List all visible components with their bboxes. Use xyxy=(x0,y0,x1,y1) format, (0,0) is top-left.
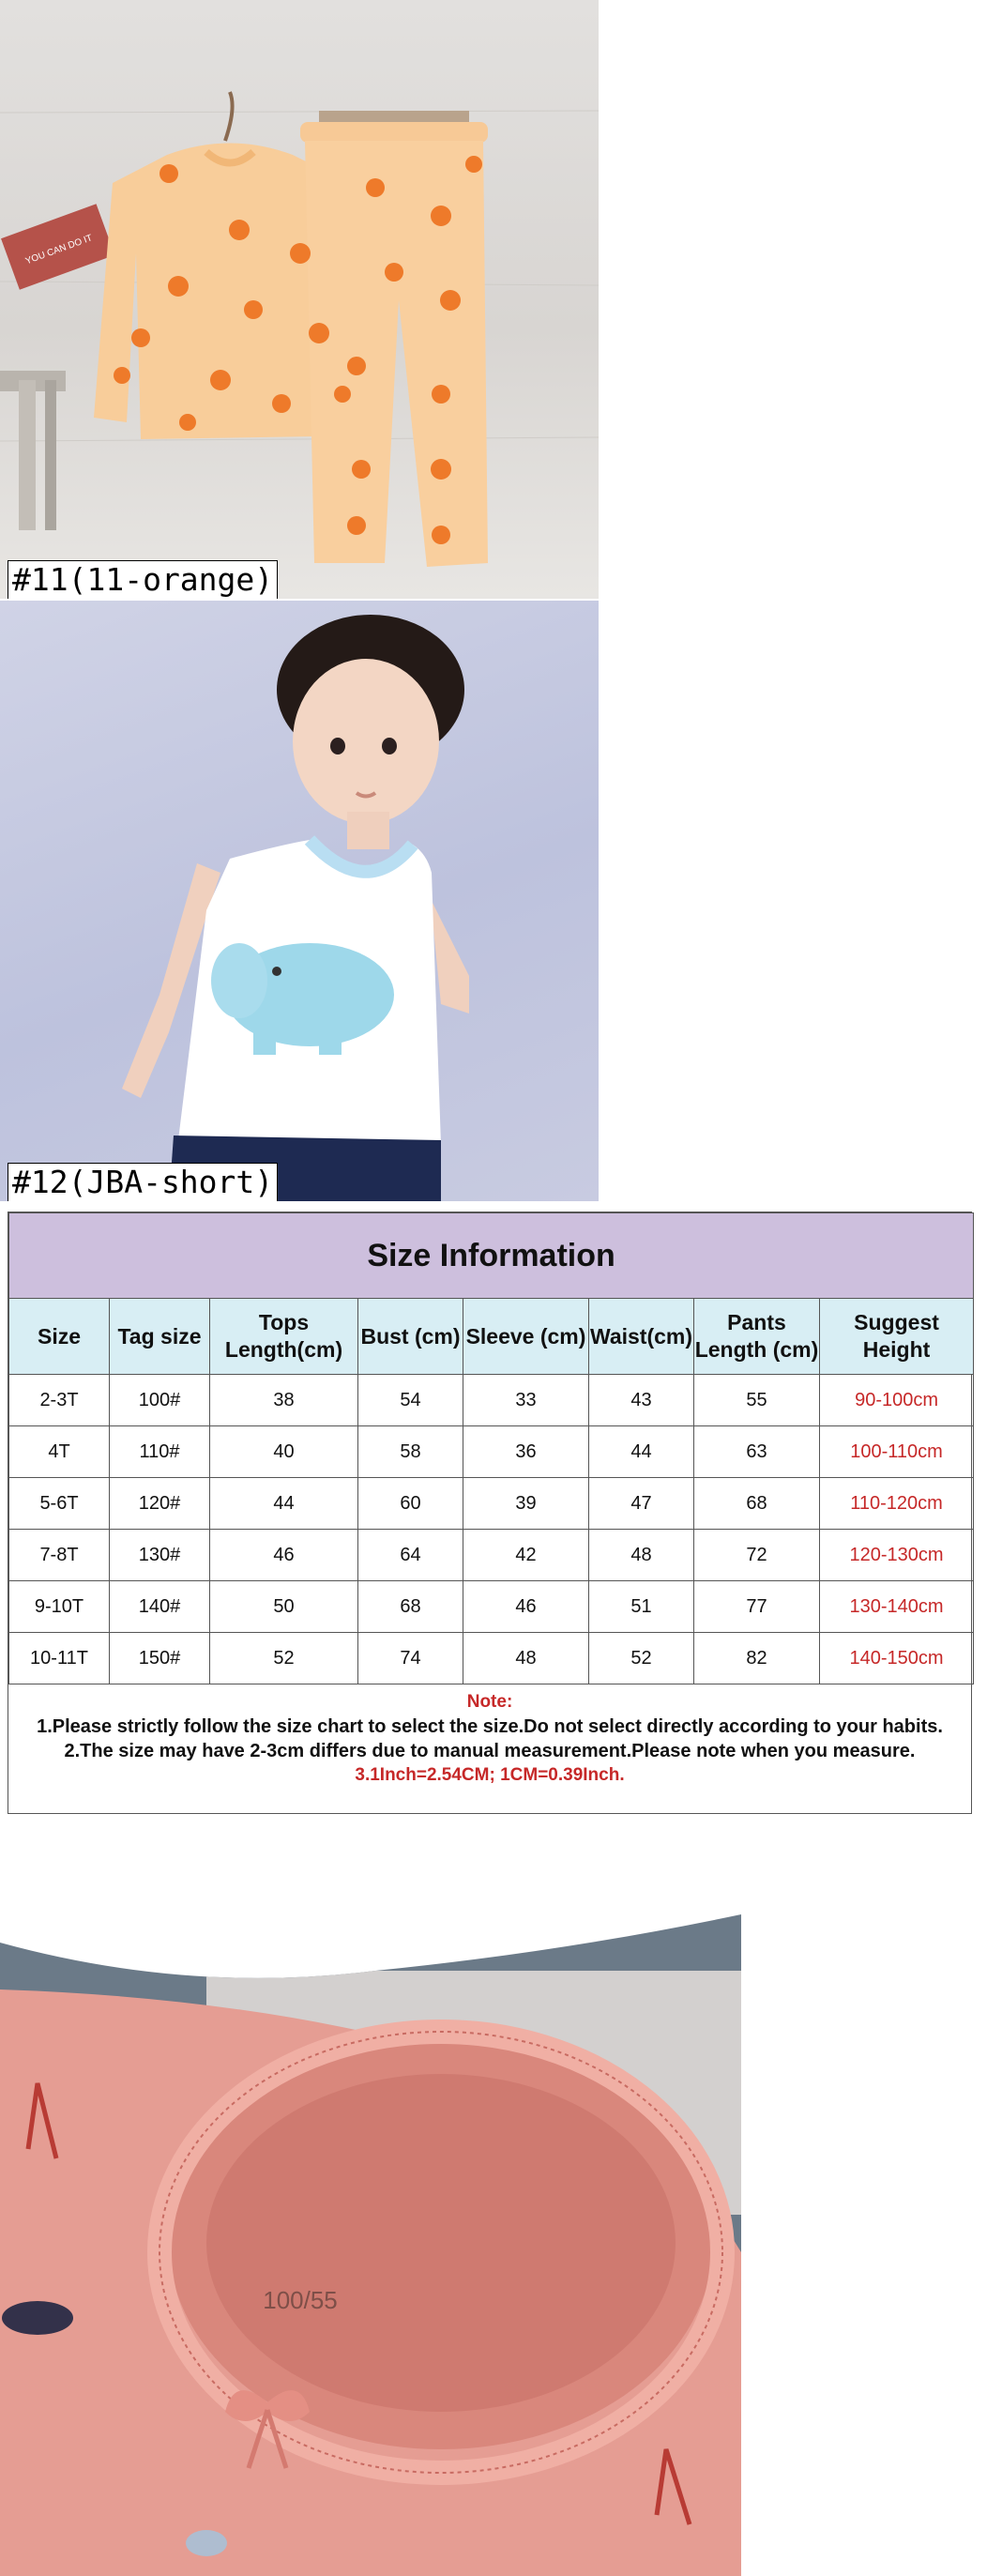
table-cell: 64 xyxy=(358,1530,463,1581)
table-cell: 40 xyxy=(210,1426,358,1478)
table-row xyxy=(9,1633,974,1684)
table-row xyxy=(9,1478,974,1530)
product-photo-vest xyxy=(0,601,599,1201)
orange-pajama-illustration xyxy=(0,0,599,599)
table-cell: 77 xyxy=(694,1581,820,1633)
table-cell: 50 xyxy=(210,1581,358,1633)
header-pants-length: Pants Length (cm) xyxy=(694,1299,820,1375)
table-cell: 10-11T xyxy=(9,1633,110,1684)
motivational-tag xyxy=(1,204,114,289)
photo-caption: #12(JBA-short) xyxy=(8,1163,278,1201)
table-cell: 54 xyxy=(358,1375,463,1426)
table-cell: 48 xyxy=(463,1633,589,1684)
table-cell: 46 xyxy=(210,1530,358,1581)
table-cell: 44 xyxy=(589,1426,694,1478)
table-cell: 72 xyxy=(694,1530,820,1581)
header-bust: Bust (cm) xyxy=(358,1299,463,1375)
size-information-panel xyxy=(8,1212,972,1814)
notes-section xyxy=(8,1684,971,1788)
table-cell: 9-10T xyxy=(9,1581,110,1633)
table-cell: 2-3T xyxy=(9,1375,110,1426)
header-tops-length: Tops Length(cm) xyxy=(210,1299,358,1375)
table-row xyxy=(9,1426,974,1478)
table-cell: 140# xyxy=(110,1581,210,1633)
collar-closeup-photo xyxy=(0,1914,741,2576)
table-cell: 44 xyxy=(210,1478,358,1530)
photo-caption: #11(11-orange) xyxy=(8,560,278,599)
table-cell: 110-120cm xyxy=(820,1478,974,1530)
child-vest-illustration xyxy=(0,601,599,1201)
table-cell: 43 xyxy=(589,1375,694,1426)
header-sleeve: Sleeve (cm) xyxy=(463,1299,589,1375)
table-cell: 7-8T xyxy=(9,1530,110,1581)
header-suggest-height: Suggest Height xyxy=(820,1299,974,1375)
unit-conversion: 3.1Inch=2.54CM; 1CM=0.39Inch. xyxy=(355,1765,625,1785)
table-cell: 5-6T xyxy=(9,1478,110,1530)
table-cell: 52 xyxy=(210,1633,358,1684)
table-row xyxy=(9,1581,974,1633)
table-cell: 130-140cm xyxy=(820,1581,974,1633)
table-cell: 63 xyxy=(694,1426,820,1478)
table-cell: 55 xyxy=(694,1375,820,1426)
note-1: 1.Please strictly follow the size chart to select the size.Do not select directly according to your habits. xyxy=(37,1716,943,1737)
table-cell: 48 xyxy=(589,1530,694,1581)
table-cell: 90-100cm xyxy=(820,1375,974,1426)
table-cell: 58 xyxy=(358,1426,463,1478)
table-cell: 68 xyxy=(358,1581,463,1633)
table-row xyxy=(9,1375,974,1426)
collar-closeup-illustration xyxy=(0,1914,741,2576)
table-cell: 140-150cm xyxy=(820,1633,974,1684)
product-photo-orange xyxy=(0,0,599,599)
header-row xyxy=(9,1299,974,1375)
header-size: Size xyxy=(9,1299,110,1375)
table-cell: 100-110cm xyxy=(820,1426,974,1478)
table-cell: 36 xyxy=(463,1426,589,1478)
table-cell: 74 xyxy=(358,1633,463,1684)
table-cell: 60 xyxy=(358,1478,463,1530)
table-cell: 38 xyxy=(210,1375,358,1426)
note-title: Note: xyxy=(466,1692,513,1712)
table-title: Size Information xyxy=(9,1213,974,1299)
svg-text:YOU CAN DO IT: YOU CAN DO IT xyxy=(23,233,95,267)
table-cell: 46 xyxy=(463,1581,589,1633)
table-cell: 4T xyxy=(9,1426,110,1478)
table-cell: 120# xyxy=(110,1478,210,1530)
table-cell: 39 xyxy=(463,1478,589,1530)
note-2: 2.The size may have 2-3cm differs due to manual measurement.Please note when you measure. xyxy=(64,1741,916,1761)
table-cell: 47 xyxy=(589,1478,694,1530)
table-cell: 42 xyxy=(463,1530,589,1581)
table-cell: 110# xyxy=(110,1426,210,1478)
table-cell: 82 xyxy=(694,1633,820,1684)
header-tag-size: Tag size xyxy=(110,1299,210,1375)
table-cell: 100# xyxy=(110,1375,210,1426)
table-cell: 120-130cm xyxy=(820,1530,974,1581)
table-cell: 68 xyxy=(694,1478,820,1530)
size-label-print: 100/55 xyxy=(263,2286,338,2314)
header-waist: Waist(cm) xyxy=(589,1299,694,1375)
table-cell: 130# xyxy=(110,1530,210,1581)
table-cell: 52 xyxy=(589,1633,694,1684)
table-cell: 33 xyxy=(463,1375,589,1426)
table-cell: 51 xyxy=(589,1581,694,1633)
size-table xyxy=(8,1212,974,1684)
table-row xyxy=(9,1530,974,1581)
table-cell: 150# xyxy=(110,1633,210,1684)
